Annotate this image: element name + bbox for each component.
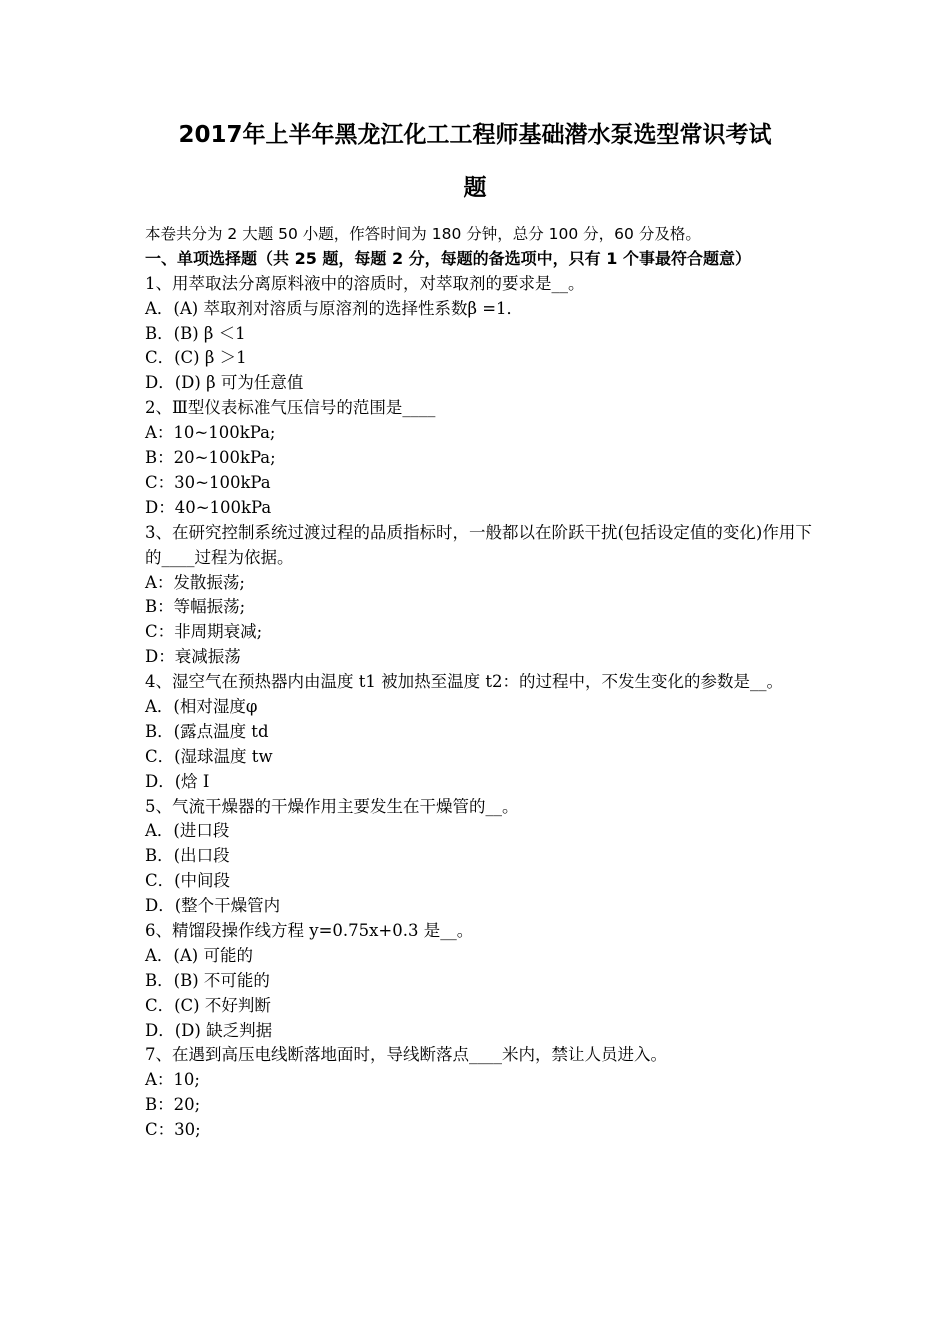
answer-option: C：30~100kPa — [145, 472, 271, 492]
answer-option: D．(焓 I — [145, 771, 210, 791]
answer-option: C．(中间段 — [145, 871, 231, 891]
question-7 — [145, 1043, 813, 1143]
question-text: 3、在研究控制系统过渡过程的品质指标时，一般都以在阶跃干扰(包括设定值的变化)作用下的____过程为依据。 — [145, 522, 812, 567]
question-2 — [145, 396, 813, 520]
document-title-line-2: 题 — [463, 175, 487, 201]
question-text: 1、用萃取法分离原料液中的溶质时，对萃取剂的要求是__。 — [145, 273, 585, 293]
answer-option: A：发散振荡; — [145, 572, 245, 592]
answer-option: A：10~100kPa; — [145, 423, 276, 443]
question-5 — [145, 795, 813, 919]
section-heading: 一、单项选择题（共 25 题，每题 2 分，每题的备选项中，只有 1 个事最符合题意） — [145, 248, 751, 268]
answer-option: A．(A) 可能的 — [145, 945, 253, 965]
answer-option: A．(A) 萃取剂对溶质与原溶剂的选择性系数β =1． — [145, 298, 524, 318]
question-text: 2、Ⅲ型仪表标准气压信号的范围是____ — [145, 398, 436, 418]
question-text: 5、气流干燥器的干燥作用主要发生在干燥管的__。 — [145, 796, 519, 816]
exam-intro: 本卷共分为 2 大题 50 小题，作答时间为 180 分钟，总分 100 分，60 分及格。 — [145, 225, 701, 243]
question-text: 4、湿空气在预热器内由温度 t1 被加热至温度 t2：的过程中，不发生变化的参数是__。 — [145, 672, 783, 692]
question-6 — [145, 919, 813, 1043]
answer-option: B．(B) β ＜1 — [145, 323, 246, 343]
answer-option: D．(整个干燥管内 — [145, 896, 281, 916]
question-1 — [145, 272, 813, 396]
question-4 — [145, 670, 813, 794]
answer-option: C．(C) 不好判断 — [145, 995, 271, 1015]
question-text: 6、精馏段操作线方程 y=0.75x+0.3 是__。 — [145, 921, 474, 940]
answer-option: B：20~100kPa; — [145, 448, 276, 468]
answer-option: C．(C) β ＞1 — [145, 348, 247, 368]
answer-option: D：40~100kPa — [145, 497, 272, 517]
answer-option: D：衰减振荡 — [145, 647, 241, 667]
answer-option: B．(露点温度 td — [145, 721, 269, 741]
answer-option: D．(D) β 可为任意值 — [145, 373, 304, 393]
answer-option: B：20; — [145, 1095, 201, 1115]
answer-option: A：10; — [145, 1070, 200, 1090]
answer-option: B：等幅振荡; — [145, 597, 246, 617]
answer-option: C：30; — [145, 1120, 201, 1140]
document-title-line-1: 2017年上半年黑龙江化工工程师基础潜水泵选型常识考试 — [178, 122, 772, 148]
answer-option: C．(湿球温度 tw — [145, 746, 273, 766]
answer-option: A．(进口段 — [145, 821, 230, 841]
answer-option: B．(B) 不可能的 — [145, 970, 270, 990]
answer-option: B．(出口段 — [145, 846, 230, 866]
answer-option: C：非周期衰减; — [145, 622, 263, 642]
question-text: 7、在遇到高压电线断落地面时，导线断落点____米内，禁让人员进入。 — [145, 1045, 667, 1065]
document-body — [145, 222, 813, 1143]
answer-option: A．(相对湿度φ — [145, 696, 258, 716]
answer-option: D．(D) 缺乏判据 — [145, 1020, 273, 1040]
question-3 — [145, 521, 813, 670]
